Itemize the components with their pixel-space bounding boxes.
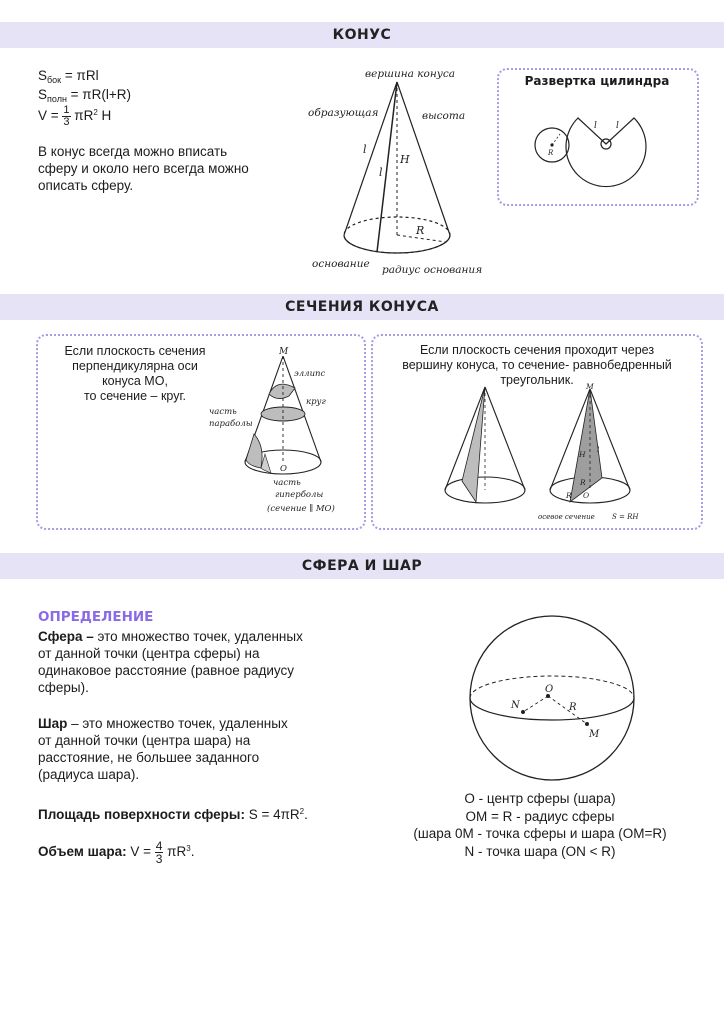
left-sect: (сечение ∥ MO) <box>267 504 335 514</box>
header-sections: СЕЧЕНИЯ КОНУСА <box>0 294 724 320</box>
left-ellipse: эллипс <box>294 369 326 379</box>
sphere-definition: Сфера – это множество точек, удаленных от данной точки (центра сферы) на одинаковое расстояние (равное радиусу сферы). <box>38 629 303 695</box>
label-R: R <box>416 224 425 237</box>
left-circle: круг <box>306 397 326 407</box>
unfold-title: Развертка цилиндра <box>524 74 670 88</box>
label-height: высота <box>422 110 466 122</box>
sphere-O: O <box>545 684 554 695</box>
sphere-N: N <box>511 700 520 711</box>
label-l-inner: l <box>379 166 383 179</box>
unfold-l1: l <box>594 121 597 131</box>
left-parabola: параболы <box>209 419 253 429</box>
cone-note: В конус всегда можно вписать сферу и около него всегда можно описать сферу. <box>38 144 249 193</box>
sphere-area-formula: Площадь поверхности сферы: $S = 4\pi R^2$. <box>38 807 308 822</box>
right-H: H <box>579 450 586 459</box>
left-part: часть <box>209 407 237 417</box>
label-base: основание <box>312 258 370 270</box>
section-right-text: Если плоскость сечения проходит через вершину конуса, то сечение- равнобедренный треугольник. <box>402 343 672 387</box>
unfold-diagram <box>530 95 660 195</box>
section-left-diagram <box>205 342 360 522</box>
section-right-diagram <box>440 382 660 527</box>
formula-total-area: $S_{полн} = \pi R(l+R)$ <box>38 87 131 104</box>
cone-diagram <box>300 60 495 280</box>
unfold-r: R <box>548 149 554 157</box>
right-R1: R <box>580 478 586 487</box>
definition-title: ОПРЕДЕЛЕНИЕ <box>38 609 154 625</box>
right-l: l <box>597 445 600 454</box>
sphere-R: R <box>569 702 577 713</box>
formula-volume: V = $\frac{1}{3}$ $\pi R^2$ H <box>38 103 112 128</box>
section-left-text: Если плоскость сечения перпендикулярна оси конуса МО, то сечение – круг. <box>64 344 206 403</box>
sphere-legend: O - центр сферы (шара) OM = R - радиус сферы (шара 0M - точка сферы и шара (OM=R) N - точка шара (ON < R) <box>413 791 667 859</box>
unfold-l2: l <box>616 121 619 131</box>
left-M: M <box>279 347 289 357</box>
label-H: H <box>400 153 410 166</box>
header-sphere: СФЕРА И ШАР <box>0 553 724 579</box>
formula-lateral-area: $S_{бок} = \pi Rl$ <box>38 68 99 85</box>
sphere-M: M <box>589 729 600 740</box>
left-part2: часть <box>273 478 301 488</box>
right-axial: осевое сечение <box>538 513 595 521</box>
header-cone: КОНУС <box>0 22 724 48</box>
left-O: O <box>280 464 287 474</box>
label-apex: вершина конуса <box>365 68 456 80</box>
ball-definition: Шар – это множество точек, удаленных от данной точки (центра шара) на расстояние, не большее заданного (радиуса шара). <box>38 716 288 782</box>
label-generatrix: образующая <box>308 107 379 119</box>
sphere-diagram <box>463 612 643 782</box>
ball-volume-formula: Объем шара: V = $\frac{4}{3}$ $\pi R^3$. <box>38 839 195 866</box>
label-base-radius: радиус основания <box>382 264 483 276</box>
right-M: M <box>586 382 594 391</box>
right-R2: R <box>566 491 572 500</box>
right-O: O <box>583 491 590 500</box>
right-area: S = RH <box>612 513 639 521</box>
label-l-outer: l <box>363 143 367 156</box>
left-hyperbola: гиперболы <box>275 490 324 500</box>
